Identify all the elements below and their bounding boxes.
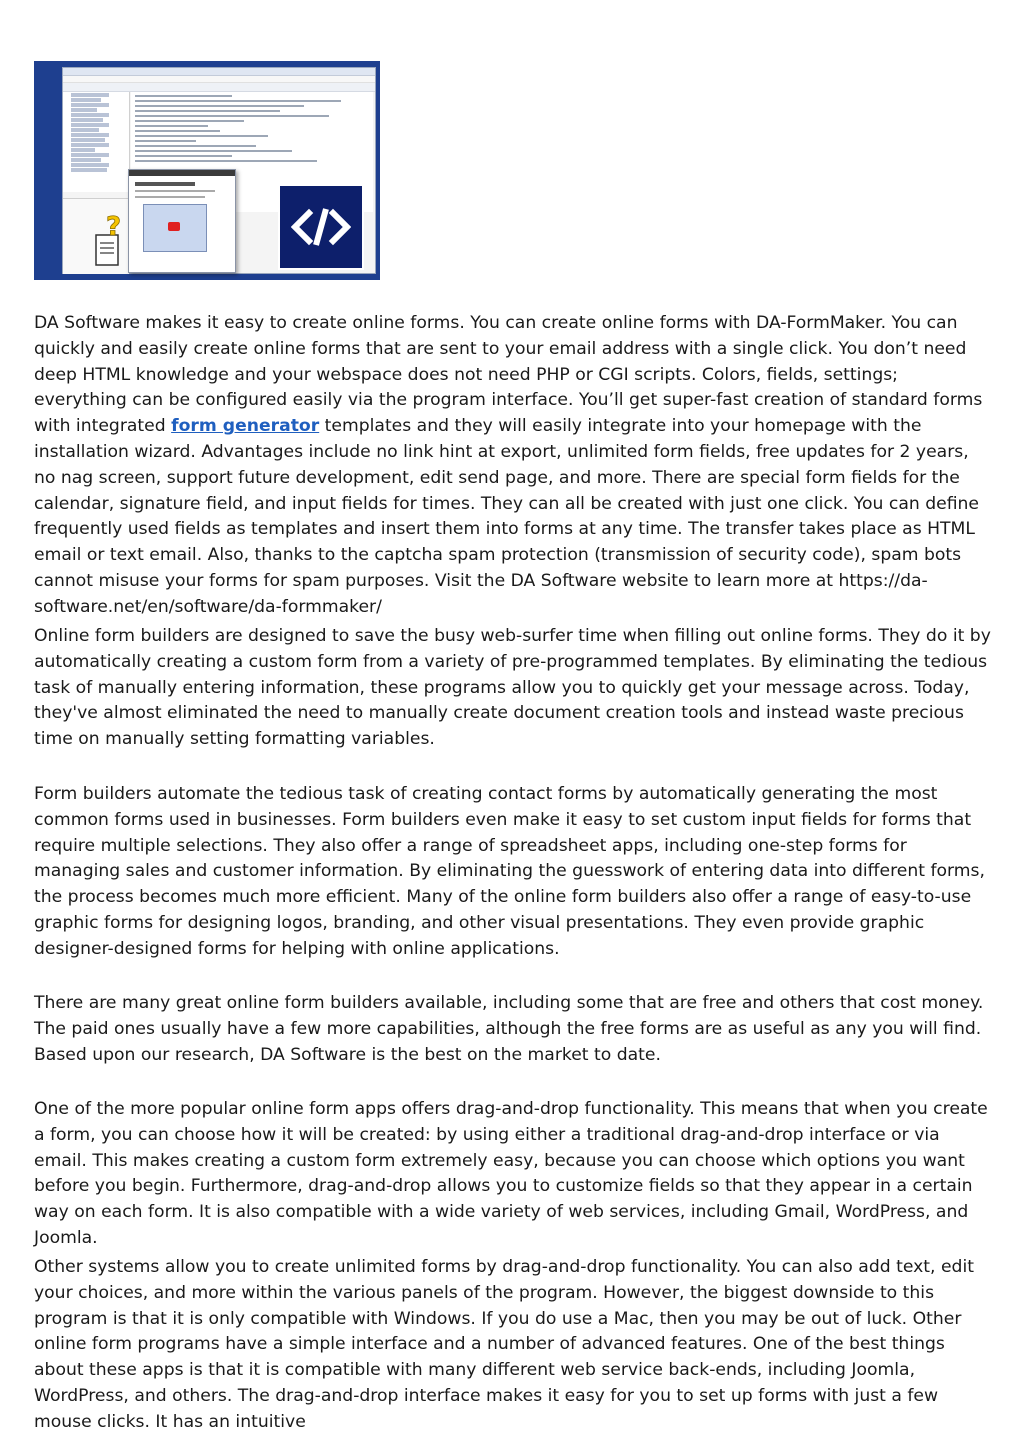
form-generator-link[interactable]: form generator: [171, 416, 320, 437]
play-icon: [168, 222, 180, 231]
hero-screenshot-image: [34, 61, 380, 280]
paragraph-intro: [34, 311, 994, 621]
paragraph-4: There are many great online form builders available, including some that are free and others that cost money. The paid ones usually have a few more capabilities, although the free forms are as useful as any you will find. Based upon our research, DA Software is the best on the market to date.: [34, 993, 984, 1065]
svg-text:?: ?: [106, 212, 122, 242]
intro-text-end: templates and they will easily integrate into your homepage with the installation wizard. Advantages include no link hint at export, unlimited form fields, free updates for 2 years, no nag screen, support future development, edit send page, and more. There are special form fields for the calendar, signature field, and input fields for times. They can all be created with just one click. You can define frequently used fields as templates and insert them into forms at any time. The transfer takes place as HTML email or text email. Also, thanks to the captcha spam protection (transmission of security code), spam bots cannot misuse your forms for spam purposes. Visit the DA Software website to learn more at https://da-software.net/en/software/da-formmaker/: [34, 416, 979, 617]
paragraph-6: Other systems allow you to create unlimited forms by drag-and-drop functionality. You can also add text, edit your choices, and more within the various panels of the program. However, the biggest downside to this program is that it is only compatible with Windows. If you do use a Mac, then you may be out of luck. Other online form programs have a simple interface and a number of advanced features. One of the best things about these apps is that it is compatible with many different web service back-ends, including Joomla, WordPress, and others. The drag-and-drop interface makes it easy for you to set up forms with just a few mouse clicks. It has an intuitive: [34, 1257, 974, 1432]
paragraph-2: Online form builders are designed to save the busy web-surfer time when filling out online forms. They do it by automatically creating a custom form from a variety of pre-programmed templates. By eliminating the tedious task of manually entering information, these programs allow you to quickly get your message across. Today, they've almost eliminated the need to manually create document creation tools and instead waste precious time on manually setting formatting variables.: [34, 626, 991, 750]
preview-window-illustration: [128, 169, 236, 273]
paragraph-5: One of the more popular online form apps offers drag-and-drop functionality. This means that when you create a form, you can choose how it will be created: by using either a traditional drag-and-drop interface or via email. This makes creating a custom form extremely easy, because you can choose which options you want before you begin. Furthermore, drag-and-drop allows you to customize fields so that they appear in a certain way on each form. It is also compatible with a wide variety of web services, including Gmail, WordPress, and Joomla.: [34, 1099, 988, 1248]
code-icon: [278, 184, 364, 270]
window-menubar: [63, 76, 375, 83]
file-tree-panel: [63, 92, 130, 192]
video-thumbnail: [143, 204, 207, 252]
intro-text-start: DA Software makes it easy to create online forms. You can create online forms with DA-FormMaker. You can quickly and easily create online forms that are sent to your email address with a single click. You don’t need deep HTML knowledge and your webspace does not need PHP or CGI scripts. Colors, fields, settings; everything can be configured easily via the program interface. You’ll get super-fast creation of standard forms with integrated: [34, 313, 983, 437]
document-question-icon: [92, 205, 126, 269]
window-toolbar: [63, 83, 375, 92]
paragraph-3: Form builders automate the tedious task of creating contact forms by automatically generating the most common forms used in businesses. Form builders even make it easy to set custom input fields for forms that require multiple selections. They also offer a range of spreadsheet apps, including one-step forms for managing sales and customer information. By eliminating the guesswork of entering data into different forms, the process becomes much more efficient. Many of the online form builders also offer a range of easy-to-use graphic forms for designing logos, branding, and other visual presentations. They even provide graphic designer-designed forms for helping with online applications.: [34, 784, 985, 959]
window-titlebar: [63, 68, 375, 76]
